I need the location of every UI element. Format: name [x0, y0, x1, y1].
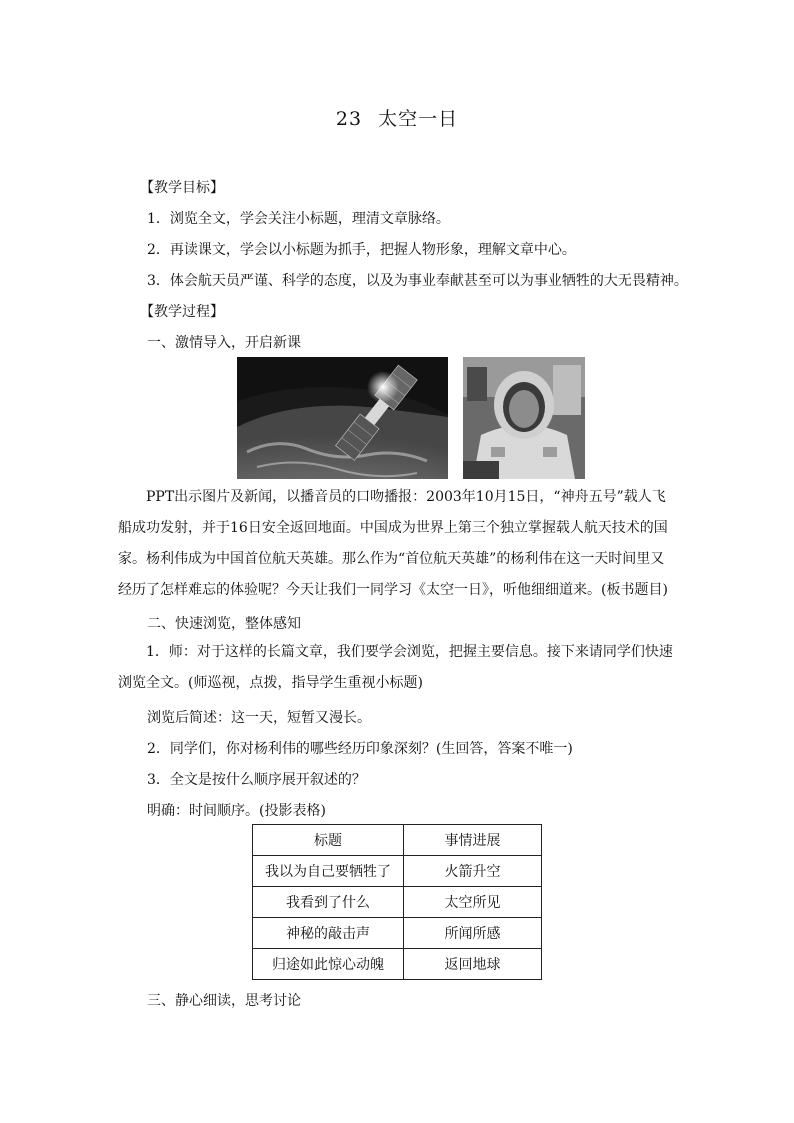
table-cell: 火箭升空 — [404, 856, 542, 887]
item-1-paragraph — [118, 637, 678, 699]
table-cell: 太空所见 — [404, 887, 542, 918]
lesson-title: 太空一日 — [378, 108, 459, 130]
item-2-text: 2．同学们，你对杨利伟的哪些经历印象深刻？(生回答，答案不唯一) — [147, 741, 573, 757]
section-3-heading: 三、静心细读，思考讨论 — [147, 993, 301, 1009]
table-cell: 我以为自己要牺牲了 — [253, 856, 404, 887]
item-1-text: 1．师：对于这样的长篇文章，我们要学会浏览，把握主要信息。接下来请同学们快速浏览全文。(师巡视，点拨，指导学生重视小标题) — [118, 644, 673, 691]
table-header-cell: 事情进展 — [404, 825, 542, 856]
table-cell: 我看到了什么 — [253, 887, 404, 918]
table-row — [253, 949, 542, 980]
lesson-number: 23 — [335, 108, 363, 130]
table-row — [253, 887, 542, 918]
objective-item-3: 3．体会航天员严谨、科学的态度，以及为事业奉献甚至可以为事业牺牲的大无畏精神。 — [147, 273, 688, 289]
table-cell: 返回地球 — [404, 949, 542, 980]
astronaut-image — [463, 357, 585, 479]
intro-paragraph-text: PPT出示图片及新闻，以播音员的口吻播报：2003年10月15日，“神舟五号”载人飞船成功发射，并于16日安全返回地面。中国成为世界上第三个独立掌握载人航天技术的国家。杨利伟成为中国首位航天英雄。那么作为“首位航天英雄”的杨利伟在这一天时间里又经历了怎样难忘的体验呢？今天让我们一同学习《太空一日》，听他细细道来。(板书题目) — [118, 489, 668, 598]
section-2-heading: 二、快速浏览，整体感知 — [147, 616, 301, 632]
table-row — [253, 856, 542, 887]
intro-paragraph — [118, 482, 678, 606]
objective-item-2: 2．再读课文，学会以小标题为抓手，把握人物形象，理解文章中心。 — [147, 242, 576, 258]
table-cell: 神秘的敲击声 — [253, 918, 404, 949]
table-header-row — [253, 825, 542, 856]
satellite-earth-image — [237, 357, 448, 479]
clarify-text: 明确：时间顺序。(投影表格) — [147, 803, 326, 819]
objectives-heading: 【教学目标】 — [140, 180, 224, 196]
table-cell: 所闻所感 — [404, 918, 542, 949]
table-header-cell: 标题 — [253, 825, 404, 856]
objective-item-1: 1．浏览全文，学会关注小标题，理清文章脉络。 — [147, 211, 450, 227]
page-title — [0, 104, 794, 131]
table-row — [253, 918, 542, 949]
section-1-heading: 一、激情导入，开启新课 — [147, 335, 301, 351]
process-heading: 【教学过程】 — [140, 304, 224, 320]
summary-text: 浏览后简述：这一天，短暂又漫长。 — [147, 710, 371, 726]
progress-table — [252, 824, 542, 980]
table-cell: 归途如此惊心动魄 — [253, 949, 404, 980]
item-3-text: 3．全文是按什么顺序展开叙述的？ — [147, 772, 366, 788]
